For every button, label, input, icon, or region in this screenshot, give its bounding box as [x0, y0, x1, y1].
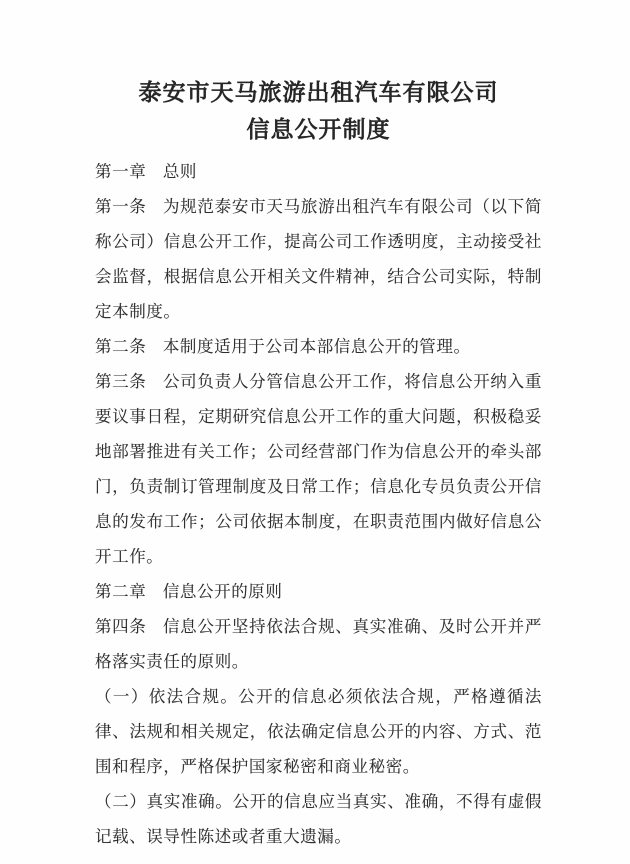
chapter-1-title: 总则 [162, 162, 198, 181]
chapter-2-heading [95, 574, 542, 609]
article-2 [95, 329, 542, 364]
chapter-1-heading [95, 154, 542, 189]
article-3 [95, 364, 542, 574]
article-2-label: 第二条 [95, 337, 147, 356]
article-3-label: 第三条 [95, 372, 147, 391]
company-name: 泰安市天马旅游出租汽车有限公司 [138, 80, 499, 105]
article-1 [95, 189, 542, 329]
document-subtitle: 信息公开制度 [246, 117, 391, 142]
chapter-1-label: 第一章 [95, 162, 147, 181]
document-title [95, 74, 542, 148]
chapter-2-title: 信息公开的原则 [162, 582, 283, 601]
article-4-label: 第四条 [95, 617, 147, 636]
article-1-text: 为规范泰安市天马旅游出租汽车有限公司（以下简称公司）信息公开工作，提高公司工作透明度，主动接受社会监督，根据信息公开相关文件精神，结合公司实际，特制定本制度。 [95, 197, 542, 321]
article-1-label: 第一条 [95, 197, 147, 216]
article-4 [95, 609, 542, 679]
article-4-text: 信息公开坚持依法合规、真实准确、及时公开并严格落实责任的原则。 [95, 617, 542, 671]
article-2-text: 本制度适用于公司本部信息公开的管理。 [162, 337, 471, 356]
principle-item-1-text: （一）依法合规。公开的信息必须依法合规，严格遵循法律、法规和相关规定，依法确定信息公开的内容、方式、范围和程序，严格保护国家秘密和商业秘密。 [95, 687, 542, 776]
article-3-text: 公司负责人分管信息公开工作，将信息公开纳入重要议事日程，定期研究信息公开工作的重大问题，积极稳妥地部署推进有关工作；公司经营部门作为信息公开的牵头部门，负责制订管理制度及日常工作；信息化专员负责公开信息的发布工作；公司依据本制度，在职责范围内做好信息公开工作。 [95, 372, 542, 566]
chapter-2-label: 第二章 [95, 582, 147, 601]
document-body [95, 154, 542, 854]
principle-item-2-text: （二）真实准确。公开的信息应当真实、准确，不得有虚假记载、误导性陈述或者重大遗漏。 [95, 792, 542, 846]
principle-item-1 [95, 679, 542, 784]
principle-item-2 [95, 784, 542, 854]
